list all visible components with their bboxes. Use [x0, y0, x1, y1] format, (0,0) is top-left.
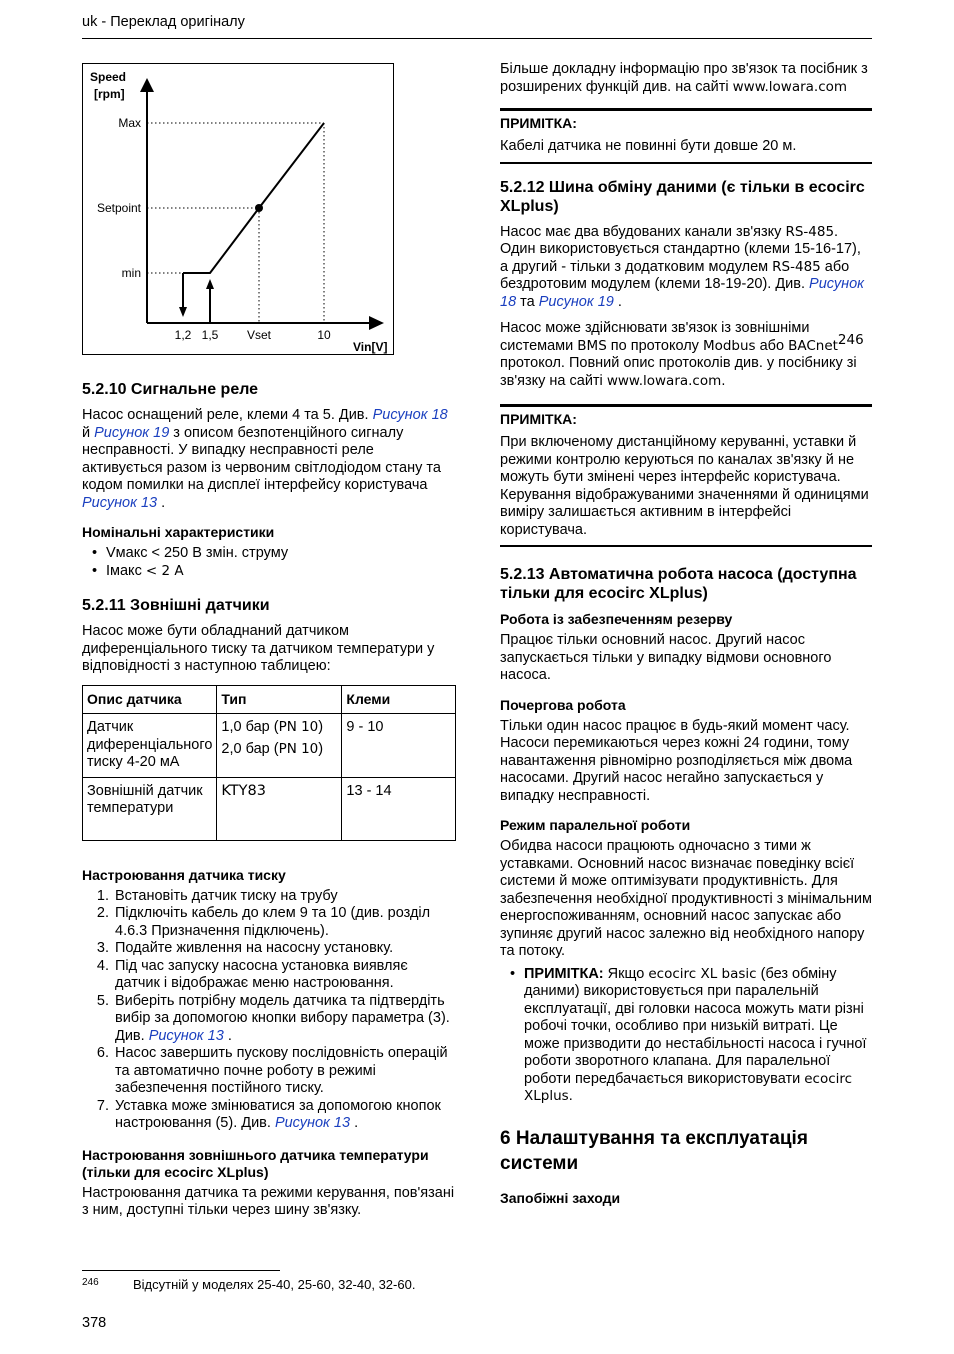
parallel-paragraph: Обидва насоси працюють одночасно з тими ж уставками. Основний насос визначає поведінку всієї системи й може оптимізувати продуктивність. Для забезпечення необхідної продуктивності з мінімальним енергоспоживанням, основний насос запускає або зупиняє другий насос залежно від необхідного напору та потоку. — [500, 838, 872, 959]
bus-text-e: . — [613, 293, 622, 310]
page-header — [82, 14, 245, 32]
bus2-text-b: по протоколу — [606, 337, 703, 354]
section-5-2-10-heading: 5.2.10 Сигнальне реле — [82, 381, 259, 398]
link-figure-19[interactable]: Рисунок 19 — [94, 424, 170, 441]
cell-terminals: 13 - 14 — [342, 777, 456, 840]
step-text: Насос завершить пускову послідовність операцій та автоматично почне роботу в режимі забезпечення постійного тиску. — [115, 1045, 448, 1096]
right-column — [500, 61, 872, 1211]
note-remote-control — [500, 404, 872, 547]
speed-chart — [83, 64, 393, 354]
header-rule — [82, 38, 872, 39]
precautions-heading: Запобіжні заходи — [500, 1189, 621, 1206]
col-header-description: Опис датчика — [83, 685, 217, 714]
relay-text-a: Насос оснащений реле, клеми 4 та 5. Див. — [82, 407, 373, 423]
y-level-label: Setpoint — [96, 201, 141, 215]
type-1-pn: PN 10 — [278, 719, 319, 735]
x-tick-label: 1,2 — [174, 328, 192, 342]
list-item — [113, 1045, 456, 1098]
bus2-text-a: Насос може здійснювати зв'язок із зовнішніми системами — [500, 320, 810, 354]
relay-text-b: й — [82, 424, 95, 441]
pressure-setup-steps — [82, 888, 456, 1133]
step-text: Виберіть потрібну модель датчика та підтвердіть вибір за допомогою кнопки вибору параметра (3). Див. — [115, 992, 450, 1044]
relay-paragraph — [82, 407, 456, 512]
step-text: Уставка може змінюватися за допомогою кнопок настроювання (5). Див. — [115, 1097, 441, 1131]
link-figure-19[interactable]: Рисунок 19 — [538, 293, 614, 310]
y-level-label: Max — [118, 116, 141, 130]
step-text: Підключіть кабель до клем 9 та 10 (див. розділ 4.6.3 Призначення підключень). — [115, 905, 431, 939]
link-figure-18[interactable]: Рисунок 18 — [372, 407, 448, 423]
footnote-ref-246[interactable]: 246 — [837, 331, 864, 348]
col-header-terminals: Клеми — [342, 685, 456, 714]
alternate-heading: Почергова робота — [500, 696, 626, 713]
list-item — [113, 940, 456, 958]
note-cable-length — [500, 108, 872, 164]
footnote-text: Відсутній у моделях 25-40, 25-60, 32-40, 32-60. — [133, 1277, 416, 1292]
relay-text-c: з описом безпотенційного сигналу несправності. У випадку несправності реле активується разом із червоним світлодіодом стану та кодом помилки на дисплеї інтерфейсу користувача — [82, 424, 441, 493]
table-row — [83, 714, 456, 778]
header-separator: - — [97, 14, 111, 30]
intro-text: Більше докладну інформацію про зв'язок та посібник з розширених функцій див. на сайті — [500, 61, 868, 95]
bus2-text-c: або — [755, 337, 789, 354]
chart-ylabel-line1: Speed — [90, 70, 127, 84]
note-text: При включеному дистанційному керуванні, уставки й режими контролю керуються по каналах зв'язку й не можуть бути змінені через інтерфейс користувача. Керування відображуваними значеннями й одиницями виміру залишається активним в інтерфейсі користувача. — [500, 434, 869, 538]
chart-y-axis-arrow — [140, 78, 154, 92]
cell-description: Датчик диференціального тиску 4-20 мА — [83, 714, 217, 778]
parallel-note-list — [500, 966, 872, 1106]
list-item — [524, 966, 872, 1106]
table-header-row — [83, 685, 456, 714]
header-title: Переклад оригіналу — [110, 14, 245, 30]
lowara-url[interactable]: www.lowara.com. — [606, 372, 726, 389]
note-text-a: Якщо — [603, 965, 649, 982]
note-text: Кабелі датчика не повинні бути довше 20 м. — [500, 138, 797, 154]
chapter-6-heading: 6 Налаштування та експлуатація системи — [500, 1127, 808, 1174]
setpoint-point — [255, 204, 263, 212]
rs485-term: RS-485 — [785, 223, 835, 240]
chart-xlabel: Vin[V] — [353, 340, 388, 354]
list-item — [113, 888, 456, 906]
col-header-type: Тип — [217, 685, 342, 714]
bus-paragraph-1 — [500, 224, 872, 312]
relay-text-d: . — [157, 494, 166, 511]
bus-paragraph-2 — [500, 320, 872, 390]
parallel-heading: Режим паралельної роботи — [500, 817, 691, 833]
x-tick-label: 1,5 — [201, 328, 219, 342]
rating-imax-label: Iмакс — [106, 562, 146, 579]
link-figure-13[interactable]: Рисунок 13 — [148, 1027, 224, 1044]
sensors-table — [82, 685, 456, 841]
type-1-a: 1,0 бар ( — [221, 719, 279, 735]
header-lang: uk — [82, 14, 98, 30]
chart-ylabel-line2: [rpm] — [94, 87, 125, 101]
cell-type — [217, 714, 342, 778]
section-5-2-13-heading: 5.2.13 Автоматична робота насоса (доступна тільки для ecocirc XLplus) — [500, 566, 857, 602]
list-item — [113, 958, 456, 993]
cell-type: KTY83 — [217, 777, 342, 840]
backup-paragraph: Працює тільки основний насос. Другий насос запускається тільки у випадку відмови основного насоса. — [500, 632, 832, 683]
bus-text-a: Насос має два вбудованих канали зв'язку — [500, 223, 786, 240]
type-2-c: ) — [318, 740, 324, 757]
footnote-number: 246 — [82, 1277, 99, 1288]
left-column — [82, 380, 456, 1229]
step-text-end: . — [350, 1115, 359, 1131]
model-plus: ecocirc XLplus — [524, 1070, 853, 1104]
ratings-list — [82, 545, 456, 580]
note-text-b: (без обміну даними) використовується при паралельній експлуатації, дві головки насоса можуть мати різні робочі точки, особливо при низькій витраті. Це може призводити до нестабільності насоса і гучної роботи зворотного клапана. Для паралельної роботи передбачається використовувати — [524, 965, 867, 1087]
cell-description: Зовнішній датчик температури — [83, 777, 217, 840]
rs485-term: RS-485 — [772, 258, 821, 275]
rating-imax-value: < 2 A — [145, 562, 184, 579]
list-item — [106, 545, 456, 563]
step-text: Під час запуску насосна установка виявляє датчик і відображає меню настроювання. — [115, 957, 408, 991]
y-level-label: min — [121, 266, 141, 280]
backup-heading: Робота із забезпеченням резерву — [500, 611, 733, 627]
cell-terminals: 9 - 10 — [342, 714, 456, 778]
hysteresis-up-arrow — [206, 279, 214, 289]
hysteresis-down-arrow — [179, 307, 187, 317]
type-2-pn: PN 10 — [278, 740, 319, 757]
temp-sensor-heading: Настроювання зовнішнього датчика температури (тільки для ecocirc XLplus) — [82, 1146, 429, 1180]
chart-x-axis-arrow — [369, 316, 384, 330]
bms-term: BMS — [577, 337, 607, 354]
list-item — [113, 1098, 456, 1133]
rating-vmax: Vмакс < 250 В змін. струму — [106, 545, 289, 561]
type-1-c: ) — [318, 719, 324, 735]
intro-paragraph — [500, 61, 872, 96]
bus2-text-d: протокол. Повний опис протоколів див. у посібнику зі зв'язку на сайті — [500, 355, 857, 389]
section-5-2-12-heading: 5.2.12 Шина обміну даними (є тільки в ecocirc XLplus) — [500, 178, 865, 215]
bus-text-c: або бездротовим модулем (клеми 18-19-20). Див. — [500, 258, 850, 292]
link-figure-13[interactable]: Рисунок 13 — [82, 494, 158, 511]
x-tick-label: Vset — [246, 328, 272, 342]
link-figure-18[interactable]: Рисунок 18 — [500, 276, 864, 310]
list-item — [113, 993, 456, 1046]
page-number: 378 — [82, 1315, 107, 1331]
bus-text-b: . Один використовується стандартно (клеми 15-16-17), а другий - тільки з додатковим модулем — [500, 223, 861, 275]
table-row — [83, 777, 456, 840]
temp-sensor-paragraph: Настроювання датчика та режими керування, пов'язані з ним, доступні тільки через шину зв'язку. — [82, 1184, 455, 1218]
type-2-a: 2,0 бар ( — [221, 740, 279, 757]
section-5-2-11-heading: 5.2.11 Зовнішні датчики — [82, 597, 270, 614]
list-item — [106, 563, 456, 581]
ratings-heading: Номінальні характеристики — [82, 524, 275, 540]
modbus-term: Modbus — [702, 337, 756, 354]
link-figure-13[interactable]: Рисунок 13 — [274, 1115, 351, 1131]
lowara-url[interactable]: www.lowara.com — [732, 78, 848, 95]
footnote-rule — [82, 1270, 280, 1271]
model-basic: ecocirc XL basic — [648, 965, 757, 982]
bacnet-term: BACnet — [788, 337, 838, 354]
note-text-c: . — [568, 1088, 573, 1104]
pressure-setup-heading: Настроювання датчика тиску — [82, 866, 286, 883]
step-text: Подайте живлення на насосну установку. — [115, 940, 394, 956]
sensors-paragraph: Насос може бути обладнаний датчиком диференціального тиску та датчиком температури у відповідності з наступною таблицею: — [82, 623, 435, 674]
step-text-end: . — [223, 1027, 232, 1044]
note-label: ПРИМІТКА: — [500, 411, 577, 427]
alternate-paragraph: Тільки один насос працює в будь-який момент часу. Насоси перемикаються через кожні 24 години, тому навантаження рівномірно розподіляється між двома насосами. Другий насос негайно запускається у випадку несправності. — [500, 717, 853, 804]
speed-chart-frame — [82, 63, 394, 355]
speed-characteristic-line — [183, 123, 324, 273]
list-item — [113, 905, 456, 940]
bus-text-d: та — [516, 293, 539, 310]
note-label: ПРИМІТКА: — [524, 965, 604, 982]
note-label: ПРИМІТКА: — [500, 115, 577, 131]
step-text: Встановіть датчик тиску на трубу — [115, 887, 338, 904]
x-tick-label: 10 — [317, 328, 331, 342]
